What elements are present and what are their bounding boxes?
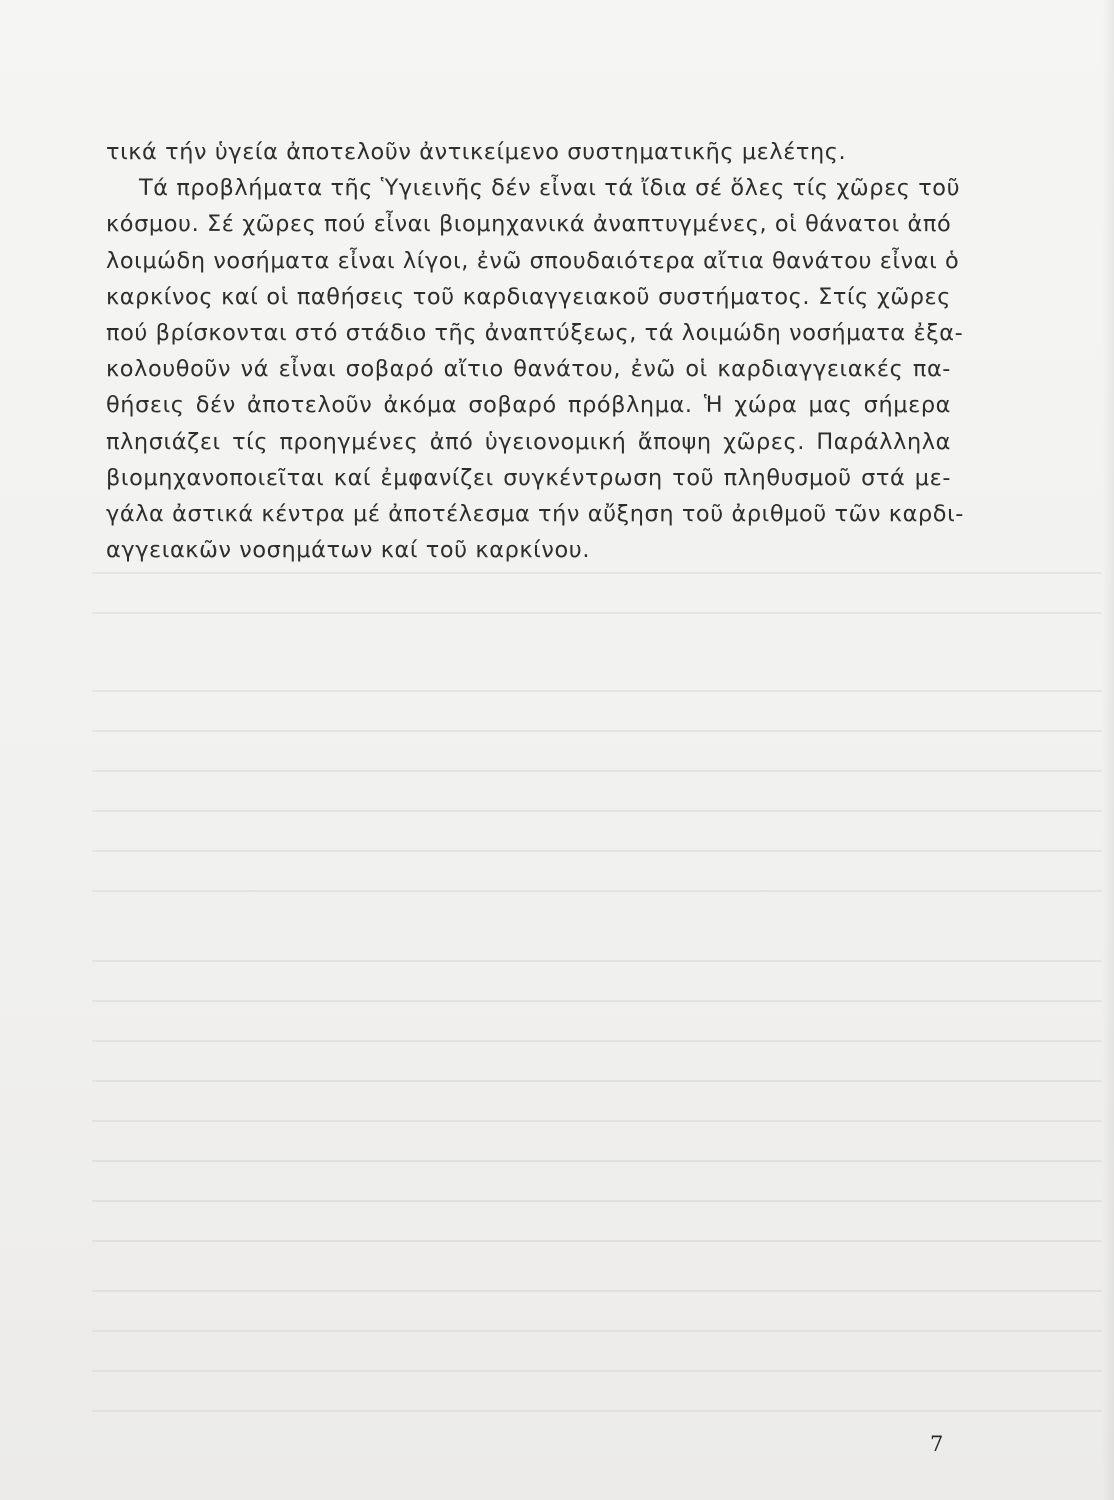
bleed-through-line bbox=[92, 1000, 1102, 1002]
text-line: αγγειακῶν νοσημάτων καί τοῦ καρκίνου. bbox=[106, 537, 591, 564]
bleed-through-line bbox=[92, 1240, 1102, 1242]
text-line: καρκίνος καί οἱ παθήσεις τοῦ καρδιαγγειακοῦ συστήματος. Στίς χῶρες bbox=[106, 283, 951, 310]
page-number: 7 bbox=[930, 1432, 944, 1456]
text-line: γάλα ἀστικά κέντρα μέ ἀποτέλεσμα τήν αὔξηση τοῦ ἀριθμοῦ τῶν καρδι- bbox=[106, 500, 964, 527]
bleed-through-line bbox=[92, 850, 1102, 852]
bleed-through-line bbox=[92, 1080, 1102, 1082]
bleed-through-line bbox=[92, 1370, 1102, 1372]
bleed-through-line bbox=[92, 1160, 1102, 1162]
bleed-through-line bbox=[92, 690, 1102, 692]
text-line: βιομηχανοποιεῖται καί ἐμφανίζει συγκέντρωση τοῦ πληθυσμοῦ στά με- bbox=[106, 464, 951, 491]
text-line: Τά προβλήματα τῆς Ὑγιεινῆς δέν εἶναι τά ἴδια σέ ὅλες τίς χῶρες τοῦ bbox=[139, 175, 961, 202]
bleed-through-line bbox=[92, 1290, 1102, 1292]
bleed-through-line bbox=[92, 960, 1102, 962]
text-line: κόσμου. Σέ χῶρες πού εἶναι βιομηχανικά ἀναπτυγμένες, οἱ θάνατοι ἀπό bbox=[106, 211, 952, 238]
bleed-through-line bbox=[92, 1200, 1102, 1202]
text-line: θήσεις δέν ἀποτελοῦν ἀκόμα σοβαρό πρόβλημα. Ἡ χώρα μας σήμερα bbox=[106, 392, 951, 419]
bleed-through-line bbox=[92, 612, 1102, 614]
bleed-through-line bbox=[92, 730, 1102, 732]
bleed-through-line bbox=[92, 572, 1102, 574]
bleed-through-line bbox=[92, 1410, 1102, 1412]
bleed-through-line bbox=[92, 1120, 1102, 1122]
page-edge-shadow bbox=[1102, 0, 1114, 1500]
bleed-through-line bbox=[92, 890, 1102, 892]
text-line: λοιμώδη νοσήματα εἶναι λίγοι, ἐνῶ σπουδαιότερα αἴτια θανάτου εἶναι ὁ bbox=[106, 247, 960, 274]
bleed-through-line bbox=[92, 770, 1102, 772]
bleed-through-line bbox=[92, 1330, 1102, 1332]
bleed-through-line bbox=[92, 1040, 1102, 1042]
text-line: κολουθοῦν νά εἶναι σοβαρό αἴτιο θανάτου, ἐνῶ οἱ καρδιαγγειακές πα- bbox=[106, 356, 951, 383]
body-paragraph bbox=[106, 134, 964, 568]
text-line: πλησιάζει τίς προηγμένες ἀπό ὑγειονομική ἄποψη χῶρες. Παράλληλα bbox=[106, 428, 951, 455]
text-line: τικά τήν ὑγεία ἀποτελοῦν ἀντικείμενο συστηματικῆς μελέτης. bbox=[106, 139, 847, 165]
text-line: πού βρίσκονται στό στάδιο τῆς ἀναπτύξεως, τά λοιμώδη νοσήματα ἐξα- bbox=[106, 319, 964, 346]
bleed-through-line bbox=[92, 810, 1102, 812]
